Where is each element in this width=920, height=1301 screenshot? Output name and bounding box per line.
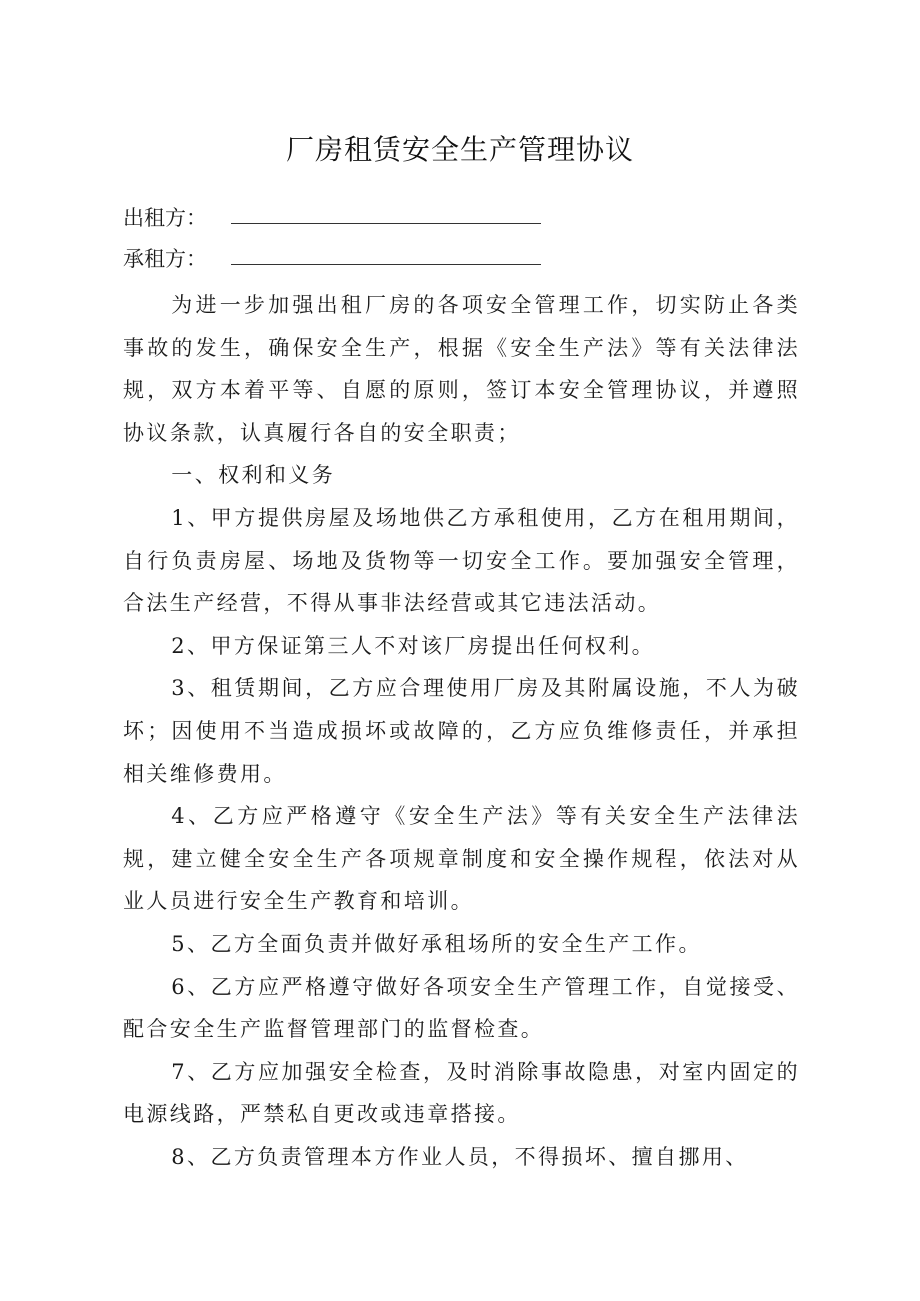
paragraph-clause-6: 6、乙方应严格遵守做好各项安全生产管理工作，自觉接受、配合安全生产监督管理部门的监督检查。: [123, 974, 800, 1042]
paragraph-clause-3: 3、租赁期间，乙方应合理使用厂房及其附属设施，不人为破坏；因使用不当造成损坏或故障的，乙方应负维修责任，并承担相关维修费用。: [123, 676, 800, 786]
lessee-line: [123, 244, 207, 274]
section-heading-rights: 一、权利和义务: [171, 463, 336, 488]
lessor-line: [123, 203, 207, 233]
paragraph-clause-4: 4、乙方应严格遵守《安全生产法》等有关安全生产法律法规，建立健全安全生产各项规章制度和安全操作规程，依法对从业人员进行安全生产教育和培训。: [123, 804, 800, 914]
document-title: 厂房租赁安全生产管理协议: [285, 133, 634, 166]
document-body: [123, 284, 800, 1178]
lessor-label: 出租方：: [123, 206, 207, 230]
paragraph-clause-1: 1、甲方提供房屋及场地供乙方承租使用，乙方在租用期间，自行负责房屋、场地及货物等一切安全工作。要加强安全管理，合法生产经营，不得从事非法经营或其它违法活动。: [123, 505, 800, 616]
paragraph-clause-2: 2、甲方保证第三人不对该厂房提出任何权利。: [171, 633, 656, 658]
paragraph-clause-7: 7、乙方应加强安全检查，及时消除事故隐患，对室内固定的电源线路，严禁私自更改或违章搭接。: [123, 1059, 800, 1127]
paragraph-clause-5: 5、乙方全面负责并做好承租场所的安全生产工作。: [171, 931, 702, 956]
lessee-label: 承租方：: [123, 247, 207, 271]
lessee-blank-line: [231, 264, 541, 265]
paragraph-clause-8: 8、乙方负责管理本方作业人员，不得损坏、擅自挪用、: [171, 1144, 749, 1169]
paragraph-preamble: 为进一步加强出租厂房的各项安全管理工作，切实防止各类事故的发生，确保安全生产，根据《安全生产法》等有关法律法规，双方本着平等、自愿的原则，签订本安全管理协议，并遵照协议条款，认真履行各自的安全职责；: [123, 293, 800, 445]
lessor-blank-line: [231, 223, 541, 224]
